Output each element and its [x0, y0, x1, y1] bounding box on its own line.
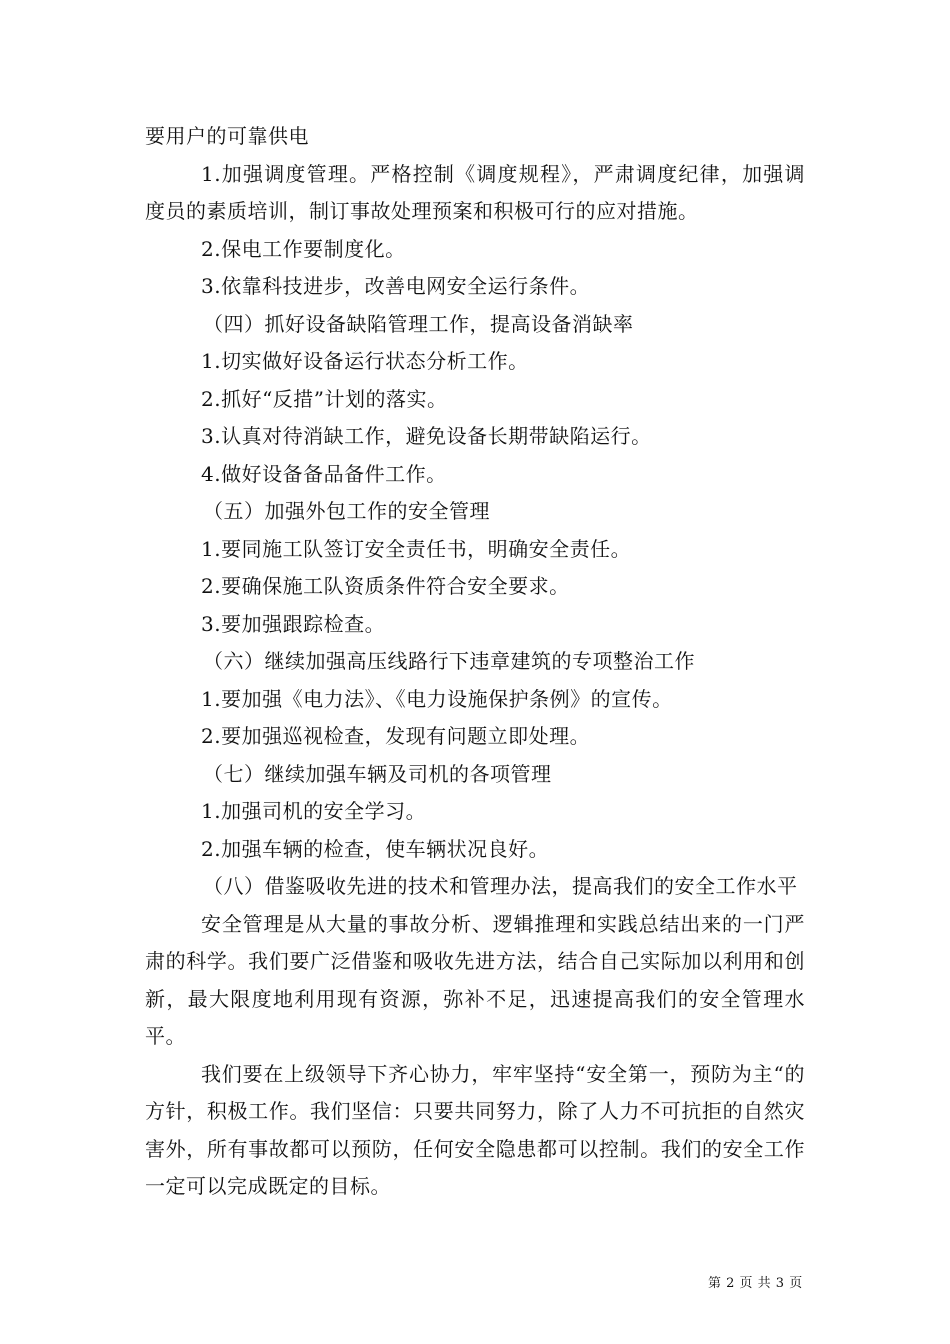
list-item: 1.要加强《电力法》、《电力设施保护条例》的宣传。 — [201, 686, 673, 711]
document-body — [145, 118, 805, 1206]
section-heading: （四）抓好设备缺陷管理工作，提高设备消缺率 — [203, 311, 634, 336]
list-item: 1.切实做好设备运行状态分析工作。 — [201, 349, 529, 373]
list-item: 3.要加强跟踪检查。 — [201, 611, 386, 636]
list-item: 2.保电工作要制度化。 — [201, 236, 406, 261]
section-heading: （六）继续加强高压线路行下违章建筑的专项整治工作 — [203, 649, 695, 673]
page-number-footer: 第 2 页 共 3 页 — [708, 1276, 803, 1291]
list-item: 1.加强调度管理。严格控制《调度规程》，严肃调度纪律，加强调度员的素质培训，制订事故处理预案和积极可行的应对措施。 — [145, 161, 805, 223]
list-item: 2.要确保施工队资质条件符合安全要求。 — [201, 574, 570, 598]
paragraph-continuation: 要用户的可靠供电 — [145, 124, 309, 148]
list-item: 3.认真对待消缺工作，避免设备长期带缺陷运行。 — [201, 424, 652, 448]
list-item: 1.要同施工队签订安全责任书，明确安全责任。 — [201, 536, 632, 561]
section-heading: （五）加强外包工作的安全管理 — [203, 499, 490, 523]
list-item: 2.加强车辆的检查，使车辆状况良好。 — [201, 836, 550, 861]
list-item: 2.要加强巡视检查，发现有问题立即处理。 — [201, 724, 591, 748]
list-item: 2.抓好“反措”计划的落实。 — [201, 386, 448, 411]
list-item: 3.依靠科技进步，改善电网安全运行条件。 — [201, 274, 591, 298]
section-heading: （七）继续加强车辆及司机的各项管理 — [203, 761, 552, 786]
body-paragraph: 我们要在上级领导下齐心协力，牢牢坚持“安全第一，预防为主“的方针，积极工作。我们坚信：只要共同努力，除了人力不可抗拒的自然灾害外，所有事故都可以预防，任何安全隐患都可以控制。我们的安全工作一定可以完成既定的目标。 — [145, 1061, 805, 1198]
list-item: 4.做好设备备品备件工作。 — [201, 461, 447, 486]
body-paragraph: 安全管理是从大量的事故分析、逻辑推理和实践总结出来的一门严肃的科学。我们要广泛借鉴和吸收先进方法，结合自己实际加以利用和创新，最大限度地利用现有资源，弥补不足，迅速提高我们的安全管理水平。 — [145, 911, 805, 1048]
list-item: 1.加强司机的安全学习。 — [201, 799, 427, 823]
section-heading: （八）借鉴吸收先进的技术和管理办法，提高我们的安全工作水平 — [203, 874, 798, 898]
